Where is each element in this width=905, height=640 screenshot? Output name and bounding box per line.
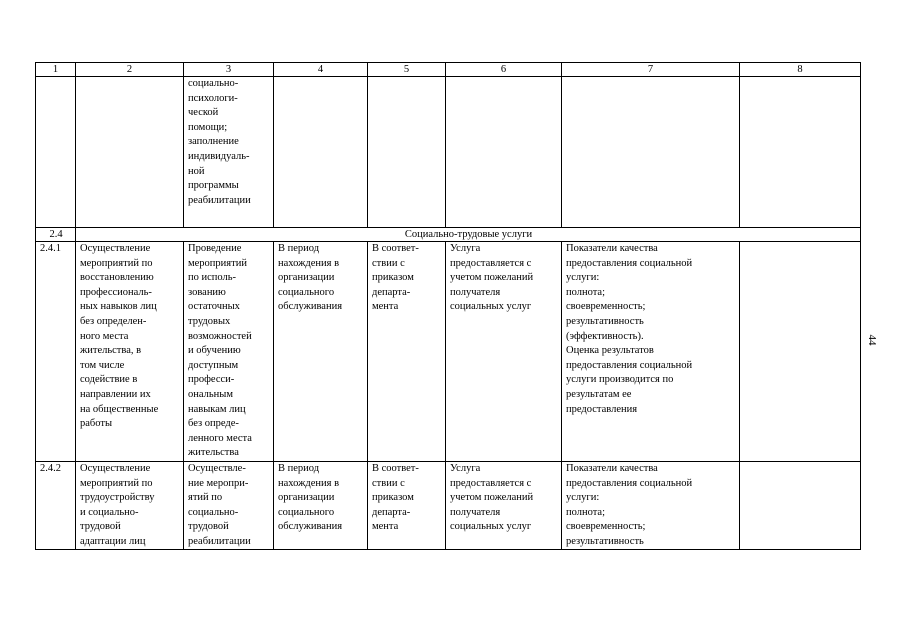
table-cell bbox=[740, 242, 861, 462]
table-cell bbox=[36, 77, 76, 228]
cell-text-line: ного места bbox=[80, 330, 129, 342]
cell-text-line: предоставления социальной bbox=[566, 477, 693, 489]
cell-text-line: заполнение bbox=[188, 136, 239, 148]
service-content-cell bbox=[184, 461, 274, 550]
cell-text-line: социального bbox=[278, 286, 335, 298]
conditions-cell bbox=[446, 461, 562, 550]
cell-text-line: и социально- bbox=[80, 506, 139, 518]
cell-text-line: Оценка результатов bbox=[566, 345, 654, 357]
cell-text-line: социальных услуг bbox=[450, 521, 532, 533]
cell-text-line: содействие в bbox=[80, 374, 138, 386]
cell-text-line: жительства bbox=[188, 447, 239, 459]
cell-text-line: ятий по bbox=[188, 492, 223, 504]
table-cell bbox=[562, 77, 740, 228]
cell-text-line: учетом пожеланий bbox=[450, 272, 534, 284]
cell-text-line: трудоустройству bbox=[80, 492, 155, 504]
cell-text-line: полнота; bbox=[566, 506, 605, 518]
table-cell bbox=[274, 77, 368, 228]
cell-text-line: предоставляется с bbox=[450, 257, 532, 269]
quality-cell bbox=[562, 461, 740, 550]
cell-text-line: без определен- bbox=[80, 315, 147, 327]
cell-text-line: Услуга bbox=[450, 462, 481, 474]
cell-text-line: социальных услуг bbox=[450, 301, 532, 313]
cell-text-line: программы bbox=[188, 180, 239, 192]
cell-text-line: трудовых bbox=[188, 315, 231, 327]
column-number: 3 bbox=[184, 63, 274, 77]
cell-text-line: работы bbox=[80, 418, 113, 430]
cell-text-line: обслуживания bbox=[278, 301, 343, 313]
cell-text-line: мероприятий по bbox=[80, 477, 153, 489]
column-number: 7 bbox=[562, 63, 740, 77]
cell-text-line: социального bbox=[278, 506, 335, 518]
cell-text-line: обслуживания bbox=[278, 521, 343, 533]
column-number: 4 bbox=[274, 63, 368, 77]
cell-text-line: нахождения в bbox=[278, 477, 340, 489]
cell-text-line: ческой bbox=[188, 107, 219, 119]
cell-text-line: получателя bbox=[450, 286, 501, 298]
cell-text-line: по исполь- bbox=[188, 272, 237, 284]
cell-text-line: учетом пожеланий bbox=[450, 492, 534, 504]
cell-text-line: Услуга bbox=[450, 243, 481, 254]
cell-text-line: услуги: bbox=[566, 272, 600, 284]
service-term-cell bbox=[274, 242, 368, 462]
column-number: 6 bbox=[446, 63, 562, 77]
cell-text-line: ональным bbox=[188, 388, 233, 400]
table-cell bbox=[740, 461, 861, 550]
cell-text-line: ных навыков лиц bbox=[80, 301, 157, 313]
cell-text-line: полнота; bbox=[566, 286, 605, 298]
cell-text-line: остаточных bbox=[188, 301, 240, 313]
table-cell bbox=[368, 77, 446, 228]
service-content-cell bbox=[184, 242, 274, 462]
cell-text-line: направлении их bbox=[80, 388, 151, 400]
service-name-cell bbox=[76, 461, 184, 550]
cell-text-line: адаптации лиц bbox=[80, 535, 146, 547]
cell-text-line: ствии с bbox=[372, 257, 405, 269]
row-number: 2.4.1 bbox=[36, 242, 76, 462]
cell-text-line: организации bbox=[278, 492, 335, 504]
cell-text-line: професси- bbox=[188, 374, 235, 386]
row-number: 2.4.2 bbox=[36, 461, 76, 550]
cell-text-line: Показатели качества bbox=[566, 462, 658, 474]
norm-cell bbox=[368, 242, 446, 462]
cell-text-line: на общественные bbox=[80, 403, 159, 415]
continuation-row bbox=[36, 77, 861, 228]
cell-text-line: трудовой bbox=[80, 521, 121, 533]
cell-text-line: результативность bbox=[566, 315, 644, 327]
table-cell bbox=[184, 77, 274, 228]
cell-text-line: услуги: bbox=[566, 492, 600, 504]
cell-text-line: реабилитации bbox=[188, 194, 251, 206]
cell-text-line: возможностей bbox=[188, 330, 252, 342]
cell-text-line: мента bbox=[372, 521, 399, 533]
cell-text-line: социально- bbox=[188, 78, 239, 89]
cell-text-line: приказом bbox=[372, 492, 414, 504]
cell-text-line: предоставления социальной bbox=[566, 359, 693, 371]
cell-text-line: В соответ- bbox=[372, 462, 419, 474]
column-number: 8 bbox=[740, 63, 861, 77]
cell-text-line: В период bbox=[278, 462, 320, 474]
cell-text-line: Осуществле- bbox=[188, 462, 246, 474]
cell-text-line: психологи- bbox=[188, 92, 238, 104]
cell-text-line: департа- bbox=[372, 286, 411, 298]
norm-cell bbox=[368, 461, 446, 550]
cell-text-line: своевременность; bbox=[566, 301, 646, 313]
cell-text-line: Осуществление bbox=[80, 462, 151, 474]
cell-text-line: зованию bbox=[188, 286, 226, 298]
service-term-cell bbox=[274, 461, 368, 550]
section-row bbox=[36, 228, 861, 242]
cell-text-line: трудовой bbox=[188, 521, 229, 533]
column-number: 2 bbox=[76, 63, 184, 77]
cell-text-line: и обучению bbox=[188, 345, 241, 357]
section-number: 2.4 bbox=[36, 228, 76, 242]
cell-text-line: социально- bbox=[188, 506, 239, 518]
table-row bbox=[36, 242, 861, 462]
cell-text-line: получателя bbox=[450, 506, 501, 518]
cell-text-line: своевременность; bbox=[566, 521, 646, 533]
cell-text-line: предоставления bbox=[566, 403, 638, 415]
cell-text-line: навыкам лиц bbox=[188, 403, 246, 415]
cell-text-line: услуги производится по bbox=[566, 374, 674, 386]
table-cell bbox=[76, 77, 184, 228]
cell-text-line: В соответ- bbox=[372, 243, 419, 254]
cell-text-line: ленного места bbox=[188, 432, 252, 444]
cell-text-line: доступным bbox=[188, 359, 239, 371]
cell-text-line: результативность bbox=[566, 535, 644, 547]
cell-text-line: Проведение bbox=[188, 243, 242, 254]
cell-text-line: организации bbox=[278, 272, 335, 284]
quality-cell bbox=[562, 242, 740, 462]
cell-text-line: Показатели качества bbox=[566, 243, 658, 254]
cell-text-line: ствии с bbox=[372, 477, 405, 489]
table-cell bbox=[446, 77, 562, 228]
cell-text-line: мероприятий по bbox=[80, 257, 153, 269]
page-number: 44 bbox=[866, 334, 878, 346]
cell-text-line: Осуществление bbox=[80, 243, 151, 254]
table-cell bbox=[740, 77, 861, 228]
cell-text-line: предоставления социальной bbox=[566, 257, 693, 269]
cell-text-line: мероприятий bbox=[188, 257, 247, 269]
cell-text-line: ние меропри- bbox=[188, 477, 249, 489]
section-title: Социально-трудовые услуги bbox=[76, 228, 861, 242]
cell-text-line: (эффективность). bbox=[566, 330, 644, 342]
table-row bbox=[36, 461, 861, 550]
cell-text-line: мента bbox=[372, 301, 399, 313]
cell-text-line: том числе bbox=[80, 359, 125, 371]
conditions-cell bbox=[446, 242, 562, 462]
cell-text-line: департа- bbox=[372, 506, 411, 518]
cell-text-line: индивидуаль- bbox=[188, 150, 250, 162]
cell-text-line: нахождения в bbox=[278, 257, 340, 269]
cell-text-line: результатам ее bbox=[566, 388, 632, 400]
cell-text-line: ной bbox=[188, 165, 205, 177]
cell-text-line: восстановлению bbox=[80, 272, 154, 284]
column-number: 1 bbox=[36, 63, 76, 77]
cell-text-line: жительства, в bbox=[80, 345, 142, 357]
cell-text-line: помощи; bbox=[188, 121, 228, 133]
cell-text-line: предоставляется с bbox=[450, 477, 532, 489]
cell-text-line: приказом bbox=[372, 272, 414, 284]
cell-text-line: профессиональ- bbox=[80, 286, 152, 298]
services-table bbox=[35, 62, 861, 550]
service-name-cell bbox=[76, 242, 184, 462]
cell-text-line: В период bbox=[278, 243, 320, 254]
cell-text-line: реабилитации bbox=[188, 535, 251, 547]
column-number-row bbox=[36, 63, 861, 77]
column-number: 5 bbox=[368, 63, 446, 77]
cell-text-line: без опреде- bbox=[188, 418, 239, 430]
